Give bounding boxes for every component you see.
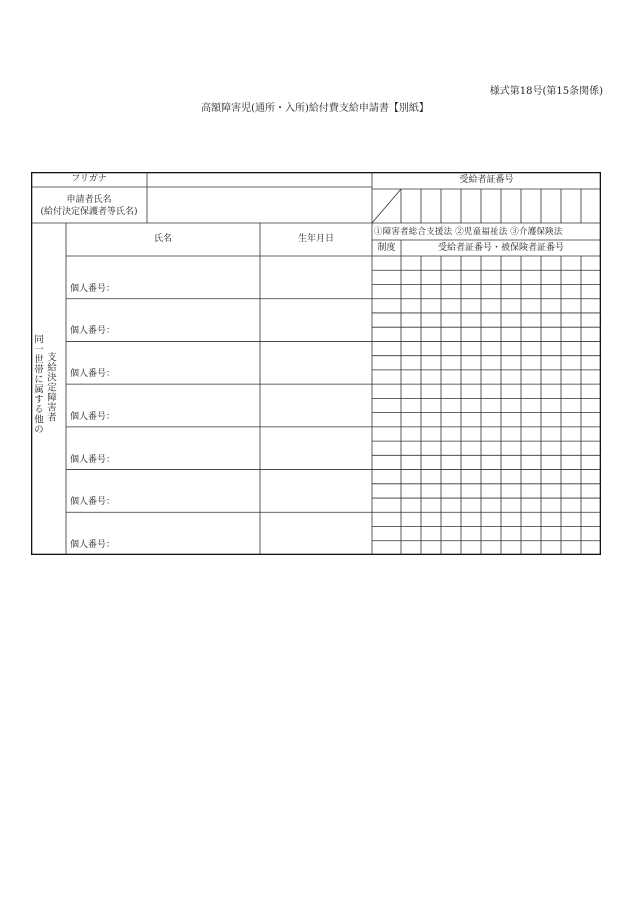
form-number: 様式第18号(第15条関係) <box>489 86 603 97</box>
personal-number-label: 個人番号： <box>70 283 116 294</box>
personal-number-label: 個人番号： <box>70 497 116 508</box>
personal-number-label: 個人番号： <box>70 454 116 465</box>
applicant-name-sublabel: (給付決定保護者等氏名) <box>40 207 138 217</box>
furigana-label: フリガナ <box>71 174 107 184</box>
cert-diagonal <box>372 189 401 223</box>
section-label: 同一世帯に属する他の <box>32 334 43 434</box>
form-table <box>31 172 601 555</box>
personal-number-label: 個人番号： <box>70 326 116 337</box>
applicant-name-label: 申請者氏名 <box>66 195 112 205</box>
name-header: 氏名 <box>153 234 172 244</box>
form-title: 高額障害児(通所・入所)給付費支給申請書【別紙】 <box>201 103 429 114</box>
recipient-number-label: 受給者証番号・被保険者証番号 <box>437 243 564 253</box>
cert-number-label: 受給者証番号 <box>459 175 514 185</box>
personal-number-label: 個人番号： <box>70 411 116 422</box>
law-options: ①障害者総合支援法 ②児童福祉法 ③介護保険法 <box>374 227 563 237</box>
section-label-sub: 支給決定障害者 <box>45 352 56 422</box>
personal-number-label: 個人番号： <box>70 369 116 380</box>
system-label: 制度 <box>377 243 396 253</box>
birthdate-header: 生年月日 <box>297 234 334 244</box>
personal-number-label: 個人番号： <box>70 540 116 550</box>
